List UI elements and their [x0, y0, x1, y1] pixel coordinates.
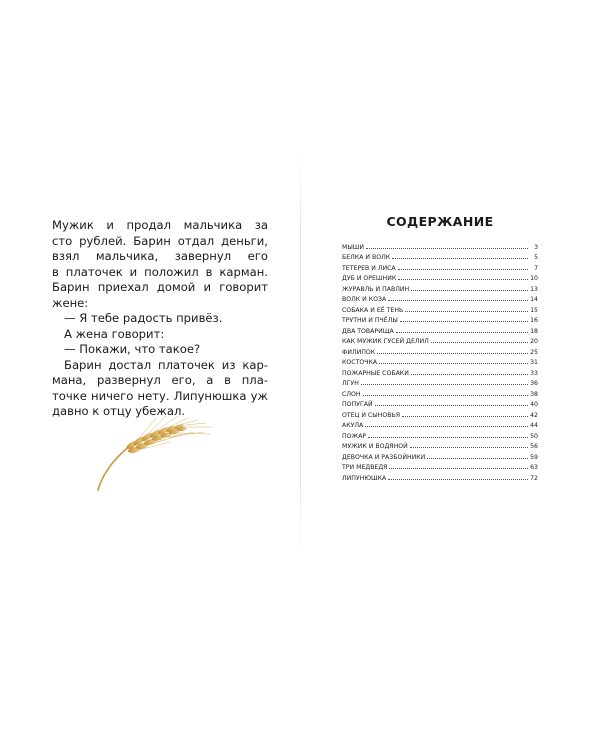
toc-entry-title: КОСТОЧКА [342, 359, 378, 366]
toc-dot-leader [398, 269, 528, 270]
toc-entry[interactable] [342, 345, 538, 356]
toc-entry[interactable] [342, 366, 538, 377]
toc-dot-leader [431, 342, 528, 343]
toc-entry[interactable] [342, 272, 538, 283]
story-line: Барин достал платочек из кар- [64, 357, 268, 372]
toc-dot-leader [379, 363, 528, 364]
toc-dot-leader [366, 248, 528, 249]
toc-entry-title: МУЖИК И ВОДЯНОЙ [342, 443, 408, 450]
toc-entry-page: 38 [530, 390, 538, 398]
toc-dot-leader [400, 321, 528, 322]
toc-entry-title: ДУБ И ОРЕШНИК [342, 275, 397, 282]
toc-entry-title: АКУЛА [342, 422, 364, 429]
page-gutter [300, 150, 301, 560]
toc-entry[interactable] [342, 398, 538, 409]
toc-entry[interactable] [342, 471, 538, 482]
story-line: А жена говорит: [64, 326, 165, 341]
toc-entry-page: 42 [530, 411, 538, 419]
toc-entry-title: ОТЕЦ И СЫНОВЬЯ [342, 411, 401, 419]
toc-entry-page: 44 [530, 422, 538, 429]
toc-entry-page: 56 [530, 443, 538, 450]
story-line: точке ничего нету. Липунюшка уж [52, 388, 268, 403]
toc-entry[interactable] [342, 356, 538, 367]
toc-entry-page: 3 [534, 243, 538, 251]
toc-entry-page: 10 [530, 275, 538, 282]
toc-entry-title: ПОПУГАЙ [342, 401, 373, 408]
toc-entry[interactable] [342, 335, 538, 346]
toc-entry-title: КАК МУЖИК ГУСЕЙ ДЕЛИЛ [342, 338, 429, 345]
toc-entry-page: 13 [530, 285, 538, 293]
toc-entry[interactable] [342, 429, 538, 440]
story-line: в платочек и положил в карман. [52, 264, 268, 279]
toc-entry-page: 36 [530, 380, 538, 387]
toc-dot-leader [392, 258, 528, 259]
toc-dot-leader [405, 311, 528, 312]
toc-entry[interactable] [342, 324, 538, 335]
toc-entry[interactable] [342, 293, 538, 304]
toc-entry[interactable] [342, 282, 538, 293]
toc-dot-leader [361, 384, 528, 385]
toc-dot-leader [427, 458, 528, 459]
toc-entry[interactable] [342, 314, 538, 325]
toc-dot-leader [396, 332, 528, 333]
toc-dot-leader [368, 437, 528, 438]
toc-entry[interactable] [342, 419, 538, 430]
toc-dot-leader [375, 405, 528, 406]
toc-entry-title: МЫШИ [342, 243, 365, 251]
toc-dot-leader [365, 426, 528, 427]
toc-entry-title: ВОЛК И КОЗА [342, 296, 387, 303]
story-line: жене: [52, 295, 89, 310]
toc-entry-title: ТРИ МЕДВЕДЯ [342, 464, 388, 471]
toc-entry[interactable] [342, 261, 538, 272]
story-line: Мужик и продал мальчика за [52, 218, 268, 232]
toc-entry[interactable] [342, 377, 538, 388]
toc-entry-title: ТЕТЕРЕВ И ЛИСА [342, 264, 396, 272]
toc-entry-title: ПОЖАР [342, 432, 367, 440]
toc-entry-title: СОБАКА И ЕЁ ТЕНЬ [342, 306, 404, 314]
toc-entry-title: ДЕВОЧКА И РАЗБОЙНИКИ [342, 453, 426, 461]
toc-dot-leader [410, 447, 528, 448]
toc-entry-title: ЛИПУНЮШКА [342, 474, 387, 482]
toc-dot-leader [402, 416, 528, 417]
toc-title: СОДЕРЖАНИЕ [386, 214, 494, 229]
toc-entry-page: 31 [530, 359, 538, 366]
story-line: взял мальчика, завернул его [52, 249, 268, 263]
toc-entry-title: ДВА ТОВАРИЩА [342, 327, 394, 335]
wheat-stalk [98, 446, 130, 490]
story-line: мана, развернул его, а в пла- [52, 373, 268, 387]
toc-entry-page: 59 [530, 453, 538, 461]
toc-dot-leader [388, 479, 528, 480]
toc-entry-title: ЖУРАВЛЬ И ПАВЛИН [342, 285, 410, 293]
toc-entry[interactable] [342, 303, 538, 314]
toc-entry-page: 40 [530, 401, 538, 408]
table-of-contents [342, 240, 538, 482]
toc-entry-page: 5 [534, 254, 538, 261]
toc-entry-title: ПОЖАРНЫЕ СОБАКИ [342, 369, 409, 377]
toc-entry-page: 16 [530, 317, 538, 324]
toc-entry[interactable] [342, 251, 538, 262]
wheat-grains [126, 424, 187, 454]
toc-entry[interactable] [342, 387, 538, 398]
story-line: — Покажи, что такое? [64, 342, 201, 356]
toc-entry[interactable] [342, 440, 538, 451]
toc-entry-title: ФИЛИПОК [342, 348, 376, 356]
toc-dot-leader [411, 290, 528, 291]
toc-entry-title: БЕЛКА И ВОЛК [342, 254, 391, 261]
story-text [52, 218, 268, 420]
toc-entry-page: 25 [530, 348, 538, 356]
toc-entry[interactable] [342, 450, 538, 461]
toc-entry-page: 18 [530, 327, 538, 335]
story-line: сто рублей. Барин отдал деньги, [52, 233, 268, 248]
toc-entry-title: ЛГУН [342, 380, 359, 387]
toc-entry-page: 20 [530, 338, 538, 345]
story-line: Барин приехал домой и говорит [52, 280, 268, 294]
wheat-illustration [86, 412, 216, 492]
toc-entry-page: 14 [530, 296, 538, 303]
toc-dot-leader [389, 468, 528, 469]
toc-dot-leader [377, 353, 528, 354]
toc-entry-page: 33 [530, 369, 538, 377]
story-line: — Я тебе радость привёз. [64, 311, 223, 325]
toc-entry-page: 72 [530, 474, 538, 482]
toc-dot-leader [363, 395, 529, 396]
toc-entry-page: 15 [530, 306, 538, 314]
story-line: давно к отцу убежал. [52, 404, 186, 418]
toc-entry-page: 7 [534, 264, 538, 272]
toc-entry-page: 50 [530, 432, 538, 440]
toc-dot-leader [398, 279, 528, 280]
toc-entry[interactable] [342, 461, 538, 472]
toc-entry-title: СЛОН [342, 390, 361, 398]
toc-entry[interactable] [342, 240, 538, 251]
toc-dot-leader [411, 374, 528, 375]
toc-entry-page: 63 [530, 464, 538, 471]
toc-dot-leader [388, 300, 528, 301]
toc-entry-title: ТРУТНИ И ПЧЁЛЫ [342, 317, 398, 324]
toc-entry[interactable] [342, 408, 538, 419]
